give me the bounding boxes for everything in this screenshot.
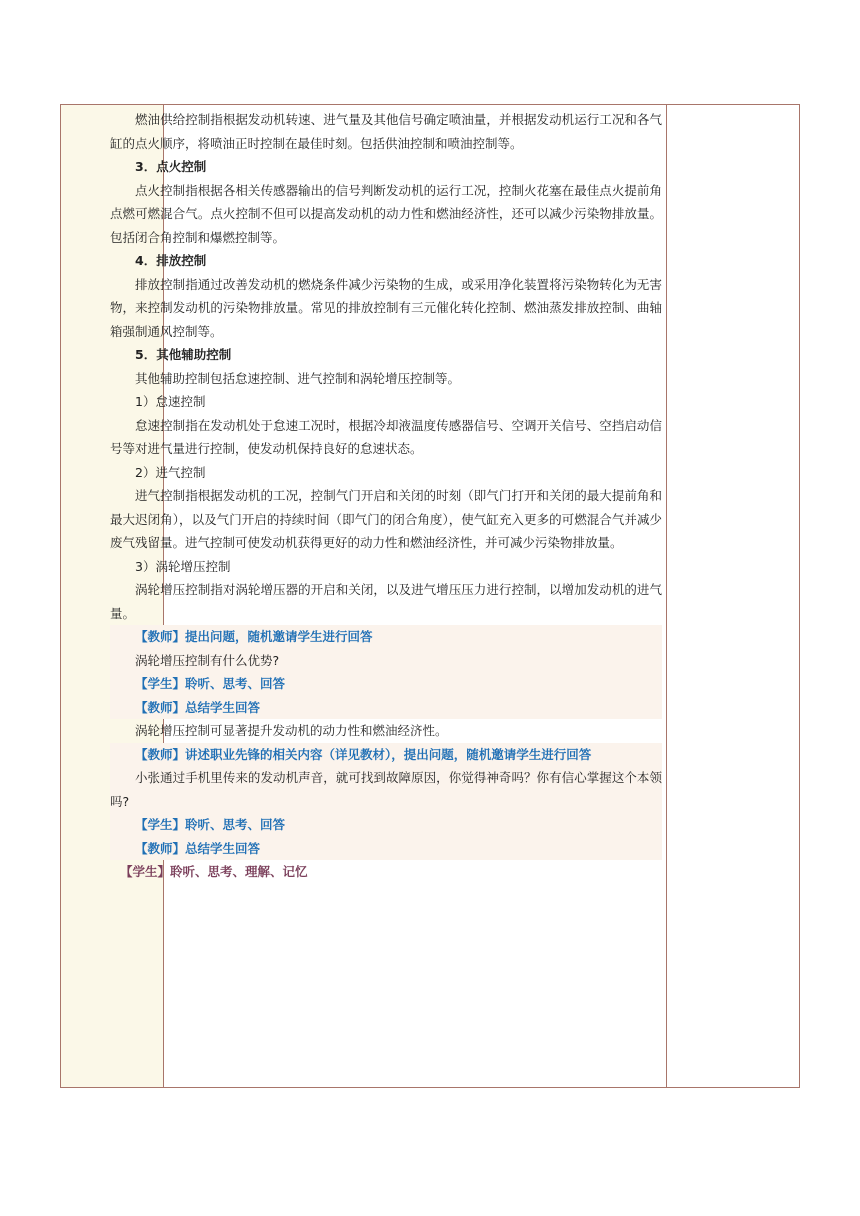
- paragraph-ignition: 点火控制指根据各相关传感器输出的信号判断发动机的运行工况，控制火花塞在最佳点火提前角点燃可燃混合气。点火控制不但可以提高发动机的动力性和燃油经济性，还可以减少污染物排放量。包括闭合角控制和爆燃控制等。: [110, 182, 662, 245]
- paragraph-turbo: 涡轮增压控制指对涡轮增压器的开启和关闭，以及进气增压压力进行控制，以增加发动机的进气量。: [110, 582, 662, 621]
- question-text: 涡轮增压控制有什么优势?: [135, 652, 280, 668]
- heading-aux-control: 5．其他辅助控制: [135, 347, 232, 362]
- teacher-prompt: 【教师】讲述职业先锋的相关内容（详见教材），提出问题，随机邀请学生进行回答: [135, 746, 592, 762]
- student-response: 【学生】聆听、思考、回答: [135, 817, 286, 832]
- discussion-block-2: [110, 743, 662, 861]
- subheading-turbo-control: 3）涡轮增压控制: [135, 558, 231, 574]
- paragraph-emission: 排放控制指通过改善发动机的燃烧条件减少污染物的生成，或采用净化装置将污染物转化为无害物，来控制发动机的污染物排放量。常见的排放控制有三元催化转化控制、燃油蒸发排放控制、曲轴箱强制通风控制等。: [110, 276, 662, 339]
- paragraph-idle: 怠速控制指在发动机处于怠速工况时，根据冷却液温度传感器信号、空调开关信号、空挡启动信号等对进气量进行控制，使发动机保持良好的怠速状态。: [110, 417, 662, 456]
- teacher-summary: 【教师】总结学生回答: [135, 699, 261, 715]
- question-text: 小张通过手机里传来的发动机声音，就可找到故障原因，你觉得神奇吗？你有信心掌握这个本领吗?: [110, 770, 662, 809]
- subheading-intake-control: 2）进气控制: [135, 464, 206, 480]
- paragraph-fuel-supply: 燃油供给控制指根据发动机转速、进气量及其他信号确定喷油量，并根据发动机运行工况和各气缸的点火顺序，将喷油正时控制在最佳时刻。包括供油控制和喷油控制等。: [110, 112, 662, 151]
- discussion-block-1: [110, 625, 662, 719]
- paragraph-turbo-advantage: 涡轮增压控制可显著提升发动机的动力性和燃油经济性。: [135, 723, 448, 738]
- student-response: 【学生】聆听、思考、回答: [135, 676, 286, 691]
- notes-column: [667, 105, 799, 1087]
- heading-emission-control: 4．排放控制: [135, 253, 207, 268]
- lesson-content: [110, 108, 662, 884]
- paragraph-intake: 进气控制指根据发动机的工况，控制气门开启和关闭的时刻（即气门打开和关闭的最大提前角和最大迟闭角），以及气门开启的持续时间（即气门的闭合角度），使气缸充入更多的可燃混合气并减少废气残留量。进气控制可使发动机获得更好的动力性和燃油经济性，并可减少污染物排放量。: [110, 488, 662, 550]
- teacher-prompt: 【教师】提出问题，随机邀请学生进行回答: [135, 629, 373, 644]
- student-activity: 【学生】聆听、思考、理解、记忆: [120, 864, 308, 879]
- teacher-summary: 【教师】总结学生回答: [135, 840, 261, 856]
- heading-ignition-control: 3．点火控制: [135, 159, 207, 174]
- subheading-idle-control: 1）怠速控制: [135, 394, 206, 409]
- paragraph-aux: 其他辅助控制包括怠速控制、进气控制和涡轮增压控制等。: [135, 370, 461, 386]
